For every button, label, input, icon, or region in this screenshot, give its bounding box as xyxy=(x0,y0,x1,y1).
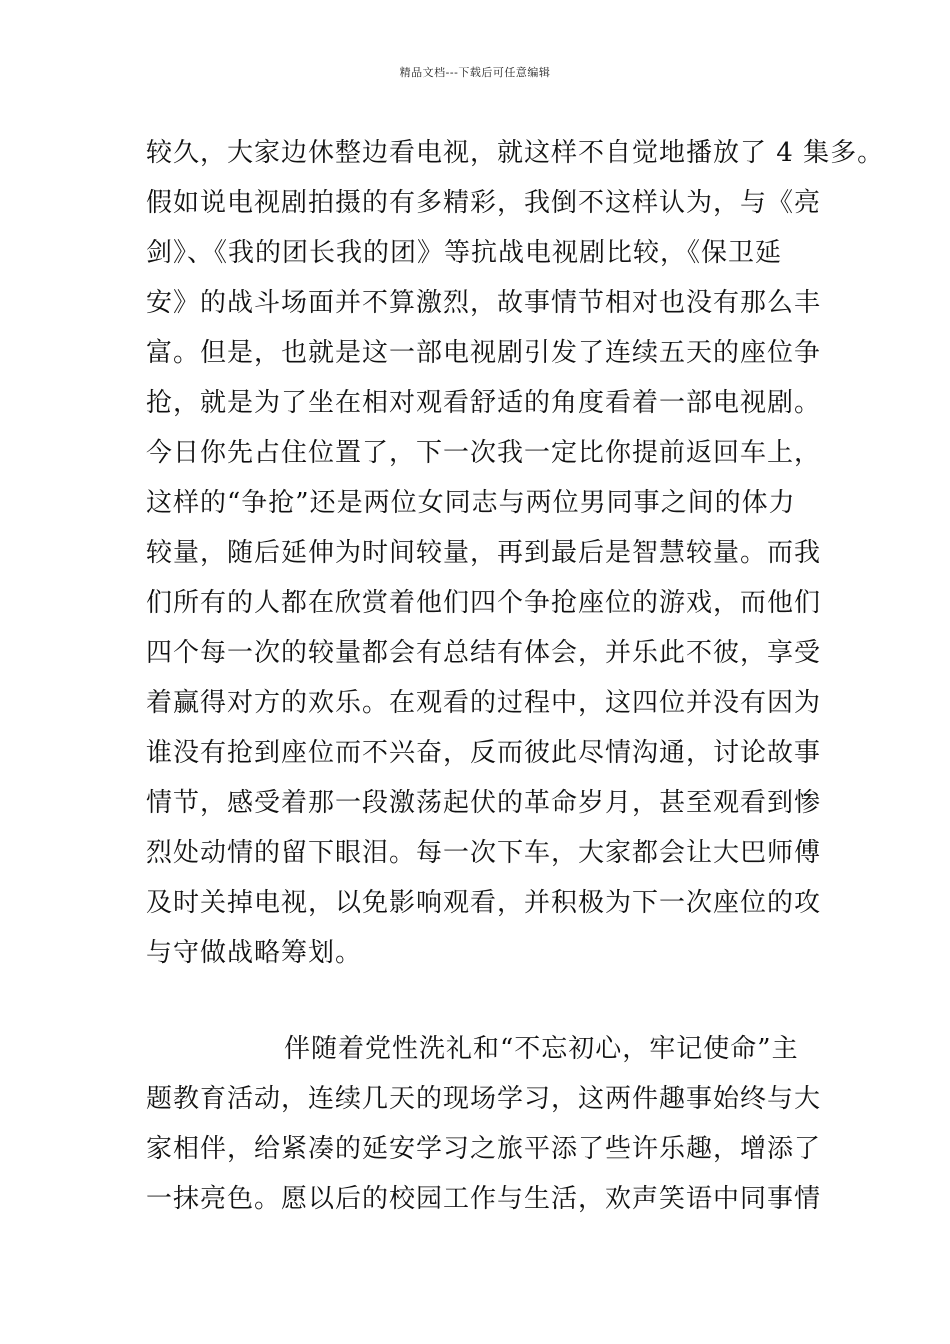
paragraph-1 xyxy=(146,128,885,978)
page-header: 精品文档---下载后可任意编辑 xyxy=(399,66,551,79)
text-line: 较量，随后延伸为时间较量，再到最后是智慧较量。而我 xyxy=(146,538,822,568)
text-line: 较久，大家边休整边看电视，就这样不自觉地播放了 4 集多。 xyxy=(146,138,885,168)
text-line: 抢，就是为了坐在相对观看舒适的角度看着一部电视剧。 xyxy=(146,388,822,418)
text-line: 烈处动情的留下眼泪。每一次下车，大家都会让大巴师傅 xyxy=(146,838,822,868)
text-line: 情节，感受着那一段激荡起伏的革命岁月，甚至观看到惨 xyxy=(146,788,822,818)
paragraph-2 xyxy=(146,1024,826,1224)
text-line: 家相伴，给紧凑的延安学习之旅平添了些许乐趣，增添了 xyxy=(146,1134,822,1164)
text-line: 谁没有抢到座位而不兴奋，反而彼此尽情沟通，讨论故事 xyxy=(146,738,822,768)
text-line: 四个每一次的较量都会有总结有体会，并乐此不彼，享受 xyxy=(146,638,822,668)
text-line: 假如说电视剧拍摄的有多精彩，我倒不这样认为，与《亮 xyxy=(146,188,822,218)
text-line: 及时关掉电视，以免影响观看，并积极为下一次座位的攻 xyxy=(146,888,822,918)
text-line: 剑》、《我的团长我的团》等抗战电视剧比较，《保卫延 xyxy=(146,238,783,268)
text-line: 着赢得对方的欢乐。在观看的过程中，这四位并没有因为 xyxy=(146,688,822,718)
text-line: 与守做战略筹划。 xyxy=(146,938,363,968)
text-line: 们所有的人都在欣赏着他们四个争抢座位的游戏，而他们 xyxy=(146,588,822,618)
text-line: 一抹亮色。愿以后的校园工作与生活，欢声笑语中同事情 xyxy=(146,1184,822,1214)
text-line: 安》的战斗场面并不算激烈，故事情节相对也没有那么丰 xyxy=(146,288,822,318)
text-line: 今日你先占住位置了，下一次我一定比你提前返回车上， xyxy=(146,438,822,468)
text-line: 这样的“争抢”还是两位女同志与两位男同事之间的体力 xyxy=(146,488,796,518)
text-line: 富。但是，也就是这一部电视剧引发了连续五天的座位争 xyxy=(146,338,822,368)
text-line: 题教育活动，连续几天的现场学习，这两件趣事始终与大 xyxy=(146,1084,822,1114)
text-line: 伴随着党性洗礼和“不忘初心，牢记使命”主 xyxy=(284,1034,799,1064)
